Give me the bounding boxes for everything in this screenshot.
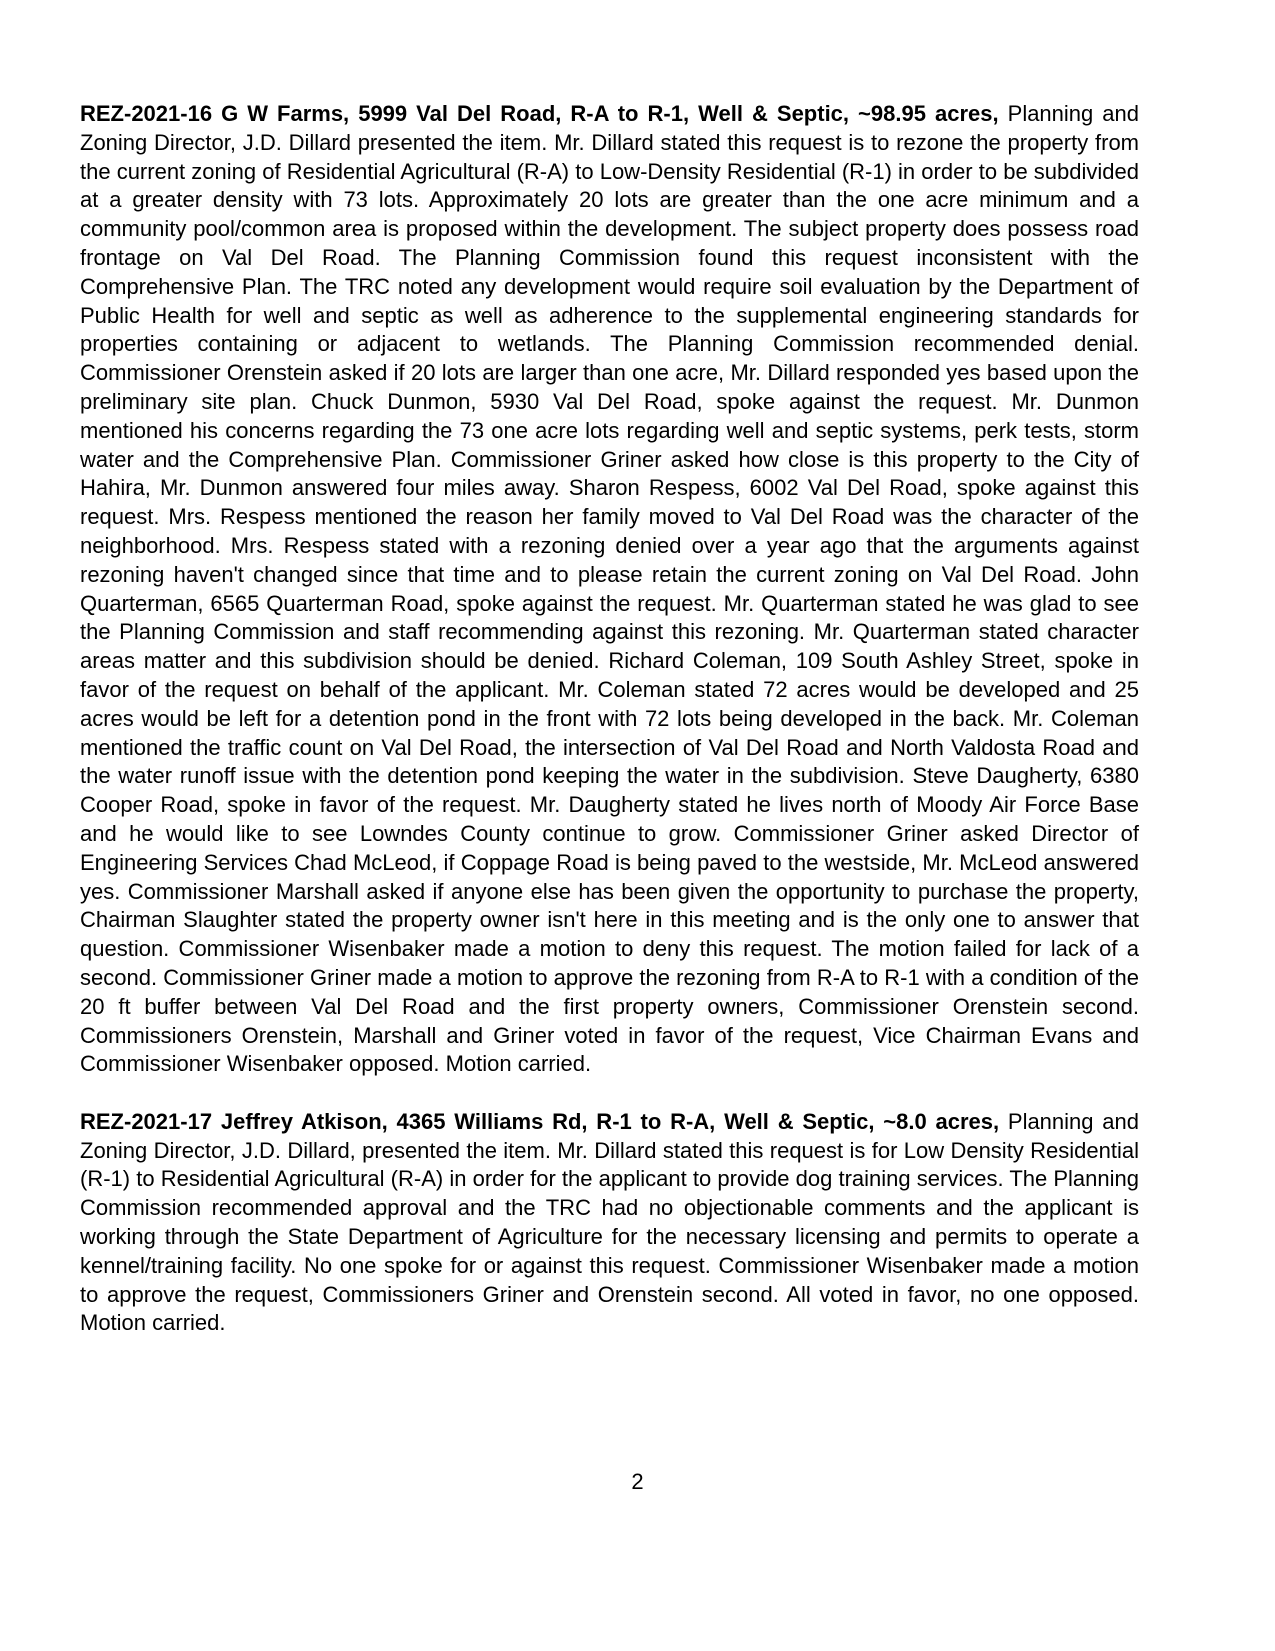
paragraph-rez-2021-17-text: Planning and Zoning Director, J.D. Dillard, presented the item. Mr. Dillard stated this request is for Low Density Residential (R-1) to Residential Agricultural (R-A) in order for the applicant to provide dog training services. The Planning Commission recommended approval and the TRC had no objectionable comments and the applicant is working through the State Department of Agriculture for the necessary licensing and permits to operate a kennel/training facility. No one spoke for or against this request. Commissioner Wisenbaker made a motion to approve the request, Commissioners Griner and Orenstein second. All voted in favor, no one opposed. Motion carried. bbox=[80, 1108, 1140, 1336]
paragraph-rez-2021-16-lead: REZ-2021-16 G W Farms, 5999 Val Del Road, R-A to R-1, Well & Septic, ~98.95 acres, bbox=[80, 101, 999, 126]
page-number: 2 bbox=[631, 1469, 644, 1494]
document-body bbox=[80, 100, 1139, 1338]
paragraph-rez-2021-16-text: Planning and Zoning Director, J.D. Dillard presented the item. Mr. Dillard stated this request is to rezone the property from the current zoning of Residential Agricultural (R-A) to Low-Density Residential (R-1) in order to be subdivided at a greater density with 73 lots. Approximately 20 lots are greater than the one acre minimum and a community pool/common area is proposed within the development. The subject property does possess road frontage on Val Del Road. The Planning Commission found this request inconsistent with the Comprehensive Plan. The TRC noted any development would require soil evaluation by the Department of Public Health for well and septic as well as adherence to the supplemental engineering standards for properties containing or adjacent to wetlands. The Planning Commission recommended denial. Commissioner Orenstein asked if 20 lots are larger than one acre, Mr. Dillard responded yes based upon the preliminary site plan. Chuck Dunmon, 5930 Val Del Road, spoke against the request. Mr. Dunmon mentioned his concerns regarding the 73 one acre lots regarding well and septic systems, perk tests, storm water and the Comprehensive Plan. Commissioner Griner asked how close is this property to the City of Hahira, Mr. Dunmon answered four miles away. Sharon Respess, 6002 Val Del Road, spoke against this request. Mrs. Respess mentioned the reason her family moved to Val Del Road was the character of the neighborhood. Mrs. Respess stated with a rezoning denied over a year ago that the arguments against rezoning haven't changed since that time and to please retain the current zoning on Val Del Road. John Quarterman, 6565 Quarterman Road, spoke against the request. Mr. Quarterman stated he was glad to see the Planning Commission and staff recommending against this rezoning. Mr. Quarterman stated character areas matter and this subdivision should be denied. Richard Coleman, 109 South Ashley Street, spoke in favor of the request on behalf of the applicant. Mr. Coleman stated 72 acres would be developed and 25 acres would be left for a detention pond in the front with 72 lots being developed in the back. Mr. Coleman mentioned the traffic count on Val Del Road, the intersection of Val Del Road and North Valdosta Road and the water runoff issue with the detention pond keeping the water in the subdivision. Steve Daugherty, 6380 Cooper Road, spoke in favor of the request. Mr. Daugherty stated he lives north of Moody Air Force Base and he would like to see Lowndes County continue to grow. Commissioner Griner asked Director of Engineering Services Chad McLeod, if Coppage Road is being paved to the westside, Mr. McLeod answered yes. Commissioner Marshall asked if anyone else has been given the opportunity to purchase the property, Chairman Slaughter stated the property owner isn't here in this meeting and is the only one to answer that question. Commissioner Wisenbaker made a motion to deny this request. The motion failed for lack of a second. Commissioner Griner made a motion to approve the rezoning from R-A to R-1 with a condition of the 20 ft buffer between Val Del Road and the first property owners, Commissioner Orenstein second. Commissioners Orenstein, Marshall and Griner voted in favor of the request, Vice Chairman Evans and Commissioner Wisenbaker opposed. Motion carried. bbox=[80, 101, 1140, 1077]
paragraph-rez-2021-17-lead: REZ-2021-17 Jeffrey Atkison, 4365 Williams Rd, R-1 to R-A, Well & Septic, ~8.0 acres, bbox=[80, 1108, 1000, 1134]
paragraph-rez-2021-17 bbox=[80, 1108, 1139, 1338]
paragraph-rez-2021-16 bbox=[80, 100, 1139, 1079]
